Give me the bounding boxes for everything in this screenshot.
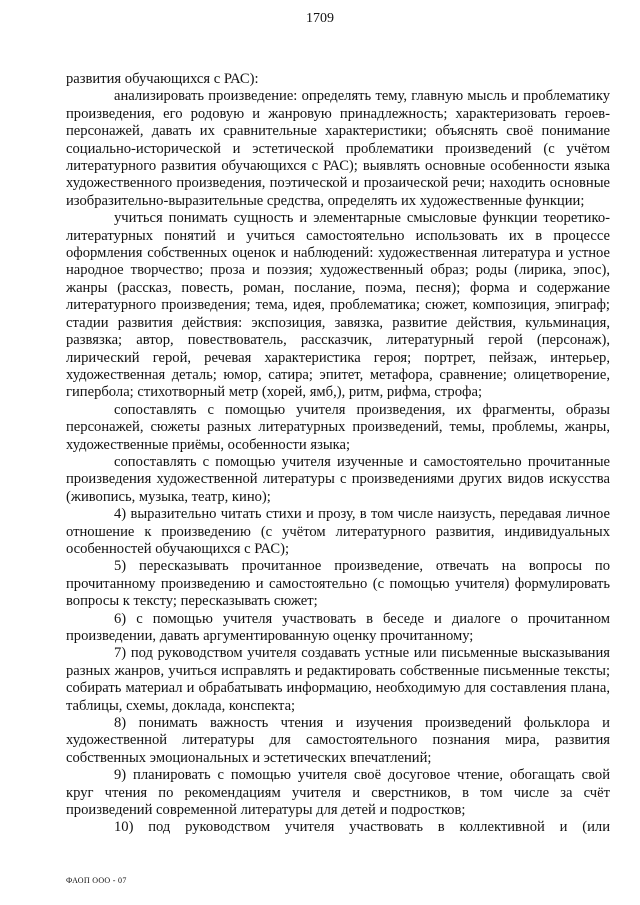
footer-code: ФАОП ООО - 07 [66,876,127,885]
paragraph: анализировать произведение: определять тему, главную мысль и проблематику произведения, его родовую и жанровую принадлежность; характеризовать героев-персонажей, давать их сравнительные характеристики; объяснять своё понимание социально-исторической и эстетической проблематики произведений (с учётом литературного развития обучающихся с РАС); выявлять основные особенности языка художественного произведения, поэтической и прозаической речи; находить основные изобразительно-выразительные средства, определять их художественные функции; [66,88,610,209]
paragraph: развития обучающихся с РАС): [66,71,259,87]
paragraph: сопоставлять с помощью учителя изученные и самостоятельно прочитанные произведения художественной литературы с произведениями других видов искусства (живопись, музыка, театр, кино); [66,453,610,505]
paragraph: сопоставлять с помощью учителя произведения, их фрагменты, образы персонажей, сюжеты разных литературных произведений, темы, проблемы, жанры, художественные приёмы, особенности языка; [66,401,610,453]
body-text [66,71,610,837]
paragraph: 7) под руководством учителя создавать устные или письменные высказывания разных жанров, учиться исправлять и редактировать собственные письменные тексты; собирать материал и обрабатывать информацию, необходимую для составления плана, таблицы, схемы, доклада, конспекта; [66,645,610,714]
page-number: 1709 [306,11,334,26]
paragraph: учиться понимать сущность и элементарные смысловые функции теоретико-литературных понятий и учиться самостоятельно использовать их в процессе оформления собственных оценок и наблюдений: художественная литература и устное народное творчество; проза и поэзия; художественный образ; роды (лирика, эпос), жанры (рассказ, повесть, роман, послание, поэма, песня); форма и содержание литературного произведения; тема, идея, проблематика; сюжет, композиция, эпиграф; стадии развития действия: экспозиция, завязка, развитие действия, кульминация, развязка; автор, повествователь, рассказчик, литературный герой (персонаж), лирический герой, речевая характеристика героя; портрет, пейзаж, интерьер, художественная деталь; юмор, сатира; эпитет, метафора, сравнение; олицетворение, гипербола; стихотворный метр (хорей, ямб,), ритм, рифма, строфа; [66,210,610,401]
paragraph: 9) планировать с помощью учителя своё досуговое чтение, обогащать свой круг чтения по рекомендациям учителя и сверстников, в том числе за счёт произведений современной литературы для детей и подростков; [66,767,610,819]
paragraph: 5) пересказывать прочитанное произведение, отвечать на вопросы по прочитанному произведению и самостоятельно (с помощью учителя) формулировать вопросы к тексту; пересказывать сюжет; [66,558,610,610]
paragraph: 6) с помощью учителя участвовать в беседе и диалоге о прочитанном произведении, давать аргументированную оценку прочитанному; [66,610,610,644]
paragraph: 4) выразительно читать стихи и прозу, в том числе наизусть, передавая личное отношение к произведению (с учётом литературного развития, индивидуальных особенностей обучающихся с РАС); [66,506,610,557]
paragraph: 10) под руководством учителя участвовать в коллективной и (или [114,819,610,836]
paragraph: 8) понимать важность чтения и изучения произведений фольклора и художественной литературы для самостоятельного познания мира, развития собственных эмоциональных и эстетических впечатлений; [66,715,610,766]
